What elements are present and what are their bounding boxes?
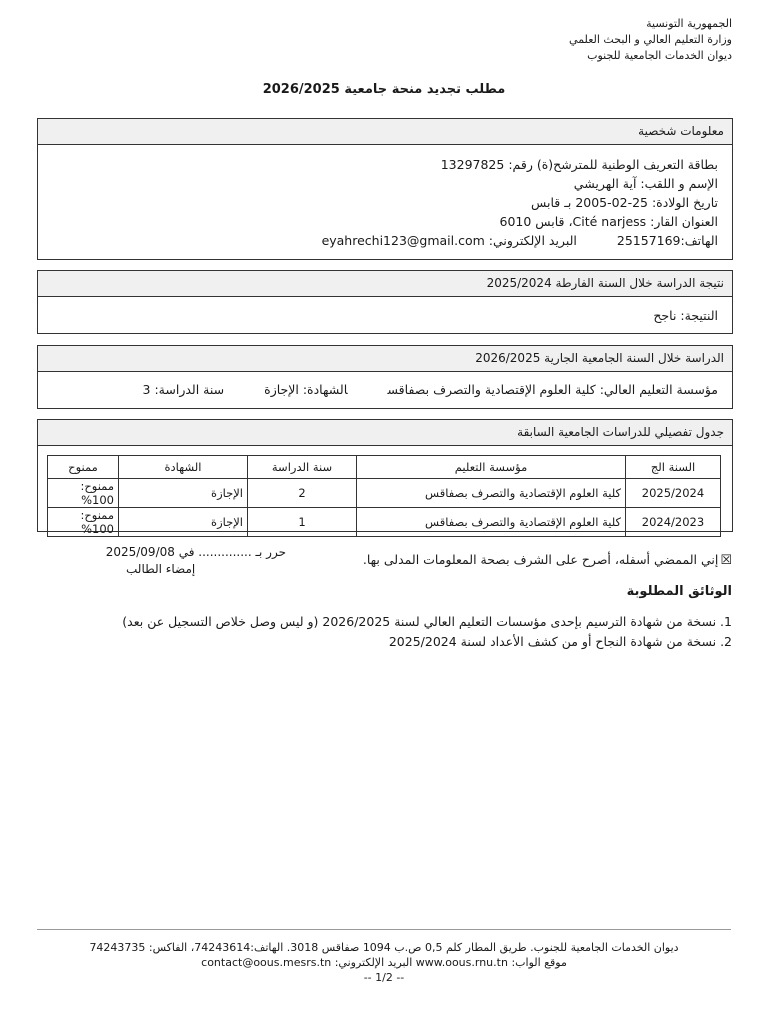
cell-degree: الإجازة	[119, 479, 248, 508]
letterhead-country: الجمهورية التونسية	[646, 17, 732, 30]
documents-list	[122, 612, 732, 652]
letterhead-ministry: وزارة التعليم العالي و البحث العلمي	[569, 33, 732, 46]
result-heading: نتيجة الدراسة خلال السنة الفارطة 2025/2024	[38, 271, 732, 297]
current-study-details	[38, 380, 718, 399]
personal-info-heading: معلومات شخصية	[38, 119, 732, 145]
address: العنوان القار: Cité narjess، قابس 6010	[499, 214, 718, 229]
current-study-heading: الدراسة خلال السنة الجامعية الجارية 2026/2025	[38, 346, 732, 372]
current-year: سنة الدراسة: 3	[142, 382, 225, 397]
declaration-text: إني الممضي أسفله، أصرح على الشرف بصحة المعلومات المدلى بها.	[362, 552, 719, 567]
col-study-year: سنة الدراسة	[248, 456, 357, 479]
result-value: النتيجة: ناجح	[653, 308, 718, 323]
col-degree: الشهادة	[119, 456, 248, 479]
page-number: -- 1/2 --	[363, 971, 405, 984]
cell-academic-year: 2025/2024	[626, 479, 721, 508]
cell-institution: كلية العلوم الإقتصادية والتصرف بصفاقس	[357, 479, 626, 508]
id-number: بطاقة التعريف الوطنية للمترشح(ة) رقم: 13297825	[440, 157, 718, 172]
cell-grant: ممنوح: 100%	[48, 479, 119, 508]
current-study-section	[37, 345, 733, 409]
footer-divider	[37, 929, 731, 930]
signature-place-date	[56, 544, 286, 561]
declaration	[363, 552, 732, 568]
cell-institution: كلية العلوم الإقتصادية والتصرف بصفاقس	[357, 508, 626, 537]
signature-label: إمضاء الطالب	[126, 562, 196, 576]
footer	[0, 940, 768, 985]
signature-place: حرر بـ .............. في	[178, 545, 286, 559]
result-section	[37, 270, 733, 334]
full-name: الإسم و اللقب: آية الهريشي	[573, 176, 718, 191]
cell-degree: الإجازة	[119, 508, 248, 537]
contact-line	[38, 231, 718, 250]
personal-info-section	[37, 118, 733, 260]
page-title: مطلب تجديد منحة جامعية 2026/2025	[262, 82, 506, 97]
current-institution: مؤسسة التعليم العالي: كلية العلوم الإقتصادية والتصرف بصفاقس	[387, 382, 718, 397]
list-item: 2. نسخة من شهادة النجاح أو من كشف الأعداد لسنة 2025/2024	[388, 634, 732, 649]
letterhead	[569, 16, 732, 64]
col-academic-year: السنة الج	[626, 456, 721, 479]
footer-contact: موقع الواب: www.oous.rnu.tn البريد الإلكتروني: contact@oous.mesrs.tn	[201, 956, 567, 969]
cell-grant: ممنوح: 100%	[48, 508, 119, 537]
letterhead-office: ديوان الخدمات الجامعية للجنوب	[587, 49, 732, 62]
email: البريد الإلكتروني: eyahrechi123@gmail.com	[321, 233, 577, 248]
documents-heading: الوثائق المطلوبة	[626, 584, 732, 599]
footer-address: ديوان الخدمات الجامعية للجنوب. طريق المطار كلم 0,5 ص.ب 1094 صفاقس 3018. الهاتف:74243614، الفاكس: 74243735	[89, 941, 679, 954]
col-grant: ممنوح	[48, 456, 119, 479]
table-header-row	[48, 456, 721, 479]
col-institution: مؤسسة التعليم	[357, 456, 626, 479]
signature-date: 2025/09/08	[105, 545, 175, 559]
declaration-checkbox[interactable]: ☒	[720, 553, 732, 568]
previous-studies-table	[47, 455, 721, 537]
cell-study-year: 2	[248, 479, 357, 508]
table-row	[48, 479, 721, 508]
table-row	[48, 508, 721, 537]
cell-study-year: 1	[248, 508, 357, 537]
phone: الهاتف:25157169	[616, 233, 718, 248]
previous-studies-heading: جدول تفصيلي للدراسات الجامعية السابقة	[38, 420, 732, 446]
signature-block	[56, 544, 286, 578]
list-item: 1. نسخة من شهادة الترسيم بإحدى مؤسسات التعليم العالي لسنة 2026/2025 (و ليس وصل خلاص التسجيل عن بعد)	[122, 614, 732, 629]
current-degree: الشهادة: الإجازة	[264, 382, 348, 397]
birth-date: تاريخ الولادة: 25-02-2005 بـ قابس	[531, 195, 718, 210]
cell-academic-year: 2024/2023	[626, 508, 721, 537]
